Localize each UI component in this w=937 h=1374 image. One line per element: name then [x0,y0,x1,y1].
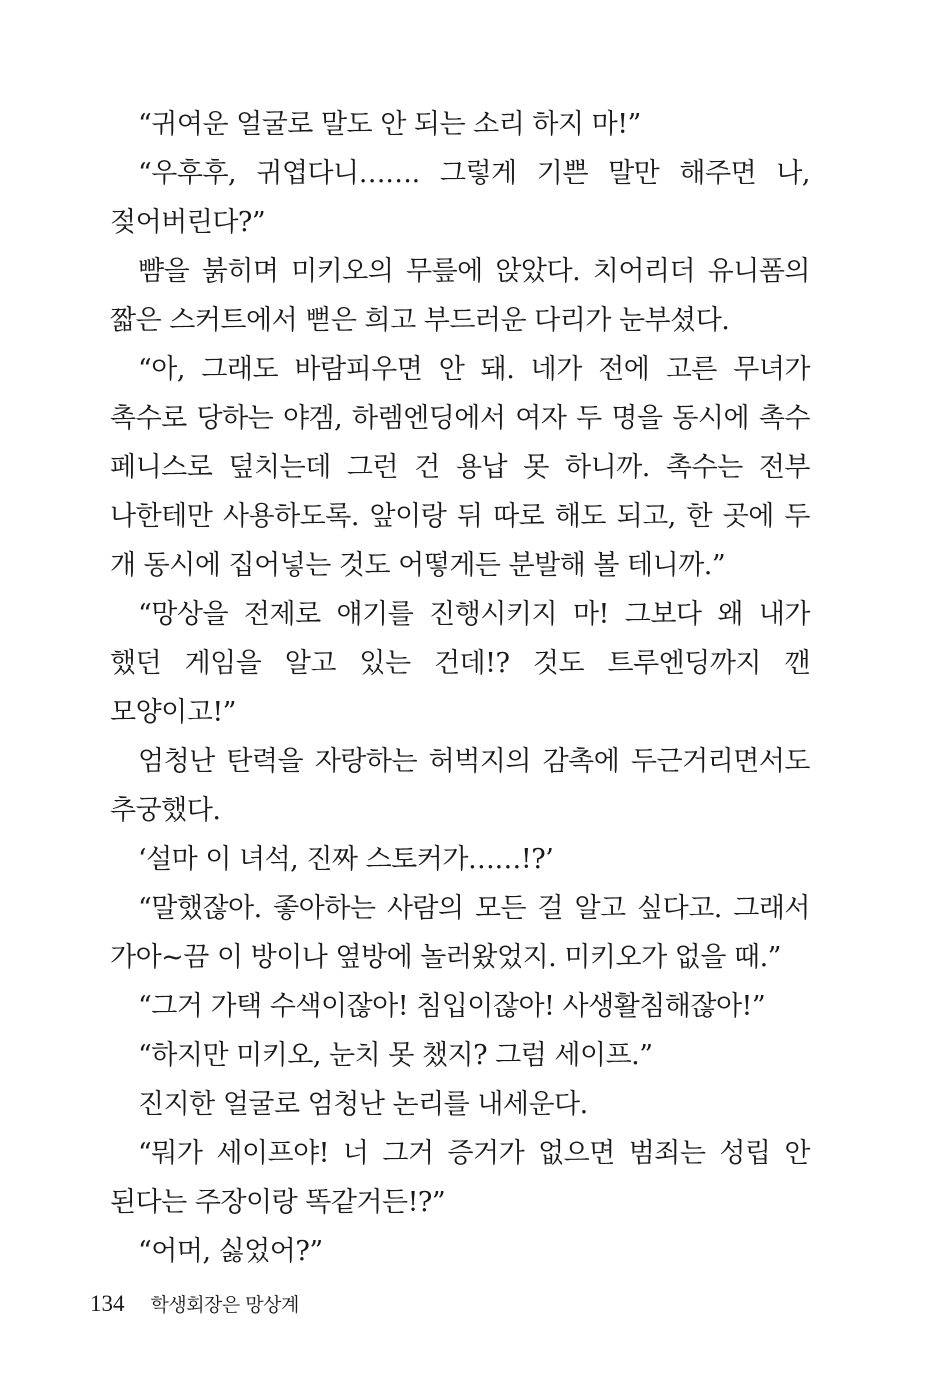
paragraph: “하지만 미키오, 눈치 못 챘지? 그럼 세이프.” [138,1040,653,1071]
body-text [110,100,810,1276]
paragraph: “그거 가택 수색이잖아! 침입이잖아! 사생활침해잖아!” [138,991,766,1022]
paragraph: “망상을 전제로 얘기를 진행시키지 마! 그보다 왜 내가 했던 게임을 알고 있는 건데!? 것도 트루엔딩까지 깬 모양이고!” [110,599,810,728]
paragraph: “우후후, 귀엽다니……. 그렇게 기쁜 말만 해주면 나, 젖어버린다?” [110,158,810,238]
paragraph: “뭐가 세이프야! 너 그거 증거가 없으면 범죄는 성립 안 된다는 주장이랑 똑같거든!?” [110,1138,810,1218]
page-footer [90,1290,299,1326]
paragraph: “말했잖아. 좋아하는 사람의 모든 걸 알고 싶다고. 그래서 가아~끔 이 방이나 옆방에 놀러왔었지. 미키오가 없을 때.” [110,893,810,973]
paragraph: “귀여운 얼굴로 말도 안 되는 소리 하지 마!” [138,109,641,140]
paragraph: ‘설마 이 녀석, 진짜 스토커가……!?’ [138,844,554,875]
paragraph: “아, 그래도 바람피우면 안 돼. 네가 전에 고른 무녀가 촉수로 당하는 야겜, 하렘엔딩에서 여자 두 명을 동시에 촉수 페니스로 덮치는데 그런 건 용납 못 하니까. 촉수는 전부 나한테만 사용하도록. 앞이랑 뒤 따로 해도 되고, 한 곳에 두 개 동시에 집어넣는 것도 어떻게든 분발해 볼 테니까.” [110,354,810,581]
page-number: 134 [90,1291,125,1316]
paragraph: 진지한 얼굴로 엄청난 논리를 내세운다. [138,1089,588,1120]
paragraph: 뺨을 붉히며 미키오의 무릎에 앉았다. 치어리더 유니폼의 짧은 스커트에서 뻗은 희고 부드러운 다리가 눈부셨다. [110,256,810,336]
paragraph: 엄청난 탄력을 자랑하는 허벅지의 감촉에 두근거리면서도 추궁했다. [110,746,810,826]
paragraph: “어머, 싫었어?” [138,1236,323,1267]
book-title: 학생회장은 망상계 [150,1294,299,1316]
